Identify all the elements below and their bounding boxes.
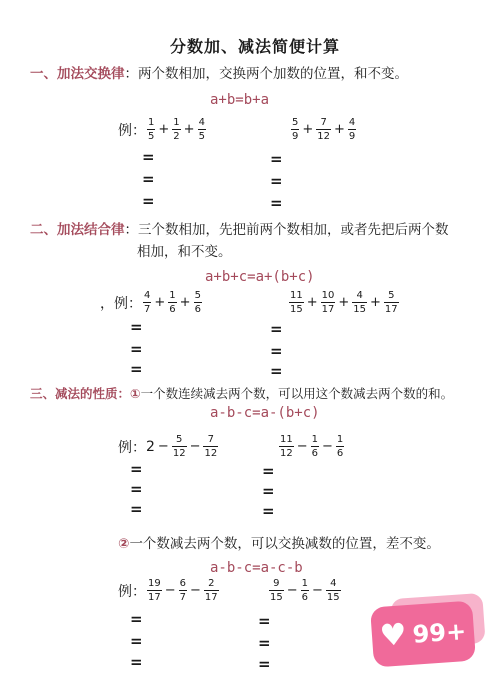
operator: + xyxy=(338,295,350,310)
operator: + xyxy=(302,122,314,137)
denominator: 6 xyxy=(301,592,309,603)
operator: − xyxy=(286,583,298,598)
fraction xyxy=(326,578,341,603)
fraction-bar xyxy=(147,590,162,591)
example-prefix: ，例： xyxy=(100,295,142,312)
denominator: 9 xyxy=(292,131,299,142)
equals-sign: = xyxy=(130,653,143,671)
equals-sign: = xyxy=(142,170,155,188)
denominator: 12 xyxy=(280,448,293,459)
denominator: 15 xyxy=(270,592,283,603)
fraction-bar xyxy=(384,302,399,303)
fraction-bar xyxy=(336,446,344,447)
numerator: 2 xyxy=(208,578,215,589)
circled-number: ：① xyxy=(117,386,141,401)
section-text: 一个数连续减去两个数，可以用这个数减去两个数的和。 xyxy=(140,386,454,401)
integer: 2 xyxy=(146,438,155,455)
operator: − xyxy=(312,583,323,598)
denominator: 5 xyxy=(148,131,155,142)
section-commutative xyxy=(30,64,408,85)
fraction-bar xyxy=(204,590,219,591)
numerator: 1 xyxy=(173,117,180,128)
fraction-bar xyxy=(143,302,151,303)
numerator: 4 xyxy=(198,117,205,128)
equals-sign: = xyxy=(262,462,275,480)
example-expression xyxy=(268,578,342,603)
operator: + xyxy=(183,122,195,137)
denominator: 9 xyxy=(348,131,356,142)
operator: + xyxy=(158,122,170,137)
fraction xyxy=(352,290,367,315)
numerator: 1 xyxy=(301,578,309,589)
example-prefix: 例： xyxy=(118,122,146,139)
circled-number: ② xyxy=(118,536,130,552)
fraction-bar xyxy=(301,590,309,591)
fraction xyxy=(204,578,219,603)
denominator: 15 xyxy=(290,304,303,315)
equals-sign: = xyxy=(130,480,143,498)
denominator: 12 xyxy=(317,131,331,142)
example-expression xyxy=(290,117,357,142)
example-expression xyxy=(278,434,345,459)
equals-sign: = xyxy=(130,360,143,378)
denominator: 17 xyxy=(321,304,335,315)
fraction-bar xyxy=(168,302,176,303)
numerator: 7 xyxy=(320,117,327,128)
equals-sign: = xyxy=(258,612,271,630)
fraction xyxy=(269,578,284,603)
fraction-bar xyxy=(352,302,367,303)
section-text: ：三个数相加，先把前两个数相加，或者先把后两个数 xyxy=(124,222,449,238)
operator: − xyxy=(164,583,176,598)
equals-sign: = xyxy=(142,148,155,166)
example-expression xyxy=(100,290,203,315)
equals-sign: = xyxy=(130,632,143,650)
operator: + xyxy=(306,295,318,310)
operator: + xyxy=(154,295,166,310)
denominator: 6 xyxy=(169,304,176,315)
equals-sign: = xyxy=(270,194,283,212)
numerator: 4 xyxy=(348,117,356,128)
equals-sign: = xyxy=(130,500,143,518)
fraction-bar xyxy=(316,129,331,130)
heart-icon: ♥ xyxy=(378,617,408,654)
fraction xyxy=(289,290,304,315)
numerator: 5 xyxy=(176,434,183,445)
fraction xyxy=(198,117,206,142)
denominator: 17 xyxy=(204,592,218,603)
formula: a+b=b+a xyxy=(210,92,270,108)
equals-sign: = xyxy=(258,634,271,652)
equals-sign: = xyxy=(130,318,143,336)
equals-sign: = xyxy=(130,460,143,478)
example-expression xyxy=(118,434,219,459)
fraction-bar xyxy=(179,590,187,591)
denominator: 7 xyxy=(144,304,151,315)
denominator: 17 xyxy=(148,592,161,603)
numerator: 4 xyxy=(330,578,337,589)
section-text: 一个数减去两个数，可以交换减数的位置，差不变。 xyxy=(129,536,440,552)
numerator: 7 xyxy=(207,434,215,445)
numerator: 4 xyxy=(144,290,151,301)
section-heading: 一、加法交换律 xyxy=(30,66,125,82)
equals-sign: = xyxy=(262,502,275,520)
operator: − xyxy=(296,439,308,454)
section-heading: 三、减法的性质 xyxy=(30,386,118,401)
operator: − xyxy=(322,439,333,454)
like-badge[interactable] xyxy=(370,601,476,668)
operator: + xyxy=(179,295,191,310)
numerator: 19 xyxy=(148,578,161,589)
formula: a-b-c=a-(b+c) xyxy=(210,405,320,421)
example-expression xyxy=(118,117,207,142)
equals-sign: = xyxy=(258,655,271,673)
fraction xyxy=(203,434,218,459)
numerator: 11 xyxy=(290,290,303,301)
fraction-bar xyxy=(203,446,218,447)
fraction xyxy=(168,290,176,315)
numerator: 1 xyxy=(311,434,319,445)
numerator: 9 xyxy=(273,578,280,589)
fraction xyxy=(321,290,336,315)
equals-sign: = xyxy=(130,340,143,358)
equals-sign: = xyxy=(270,362,283,380)
numerator: 10 xyxy=(321,290,335,301)
formula: a+b+c=a+(b+c) xyxy=(205,269,315,285)
section-associative xyxy=(30,220,449,241)
section-text: ：两个数相加，交换两个加数的位置，和不变。 xyxy=(124,66,408,82)
denominator: 2 xyxy=(173,131,180,142)
numerator: 4 xyxy=(356,290,363,301)
section-heading: 二、加法结合律 xyxy=(30,222,125,238)
denominator: 6 xyxy=(194,304,201,315)
numerator: 5 xyxy=(292,117,299,128)
equals-sign: = xyxy=(270,172,283,190)
operator: − xyxy=(157,439,169,454)
equals-sign: = xyxy=(270,320,283,338)
formula: a-b-c=a-c-b xyxy=(210,560,303,576)
fraction xyxy=(279,434,294,459)
section-subtraction-property xyxy=(30,383,453,404)
equals-sign: = xyxy=(270,150,283,168)
denominator: 7 xyxy=(179,592,187,603)
denominator: 15 xyxy=(326,592,340,603)
fraction xyxy=(194,290,202,315)
fraction-bar xyxy=(291,129,299,130)
page-title: 分数加、减法简便计算 xyxy=(170,37,341,56)
fraction-bar xyxy=(289,302,304,303)
fraction xyxy=(336,434,344,459)
fraction xyxy=(143,290,151,315)
fraction xyxy=(384,290,399,315)
denominator: 15 xyxy=(353,304,367,315)
denominator: 6 xyxy=(311,448,319,459)
numerator: 6 xyxy=(179,578,187,589)
fraction-bar xyxy=(326,590,341,591)
equals-sign: = xyxy=(142,192,155,210)
fraction xyxy=(311,434,319,459)
fraction xyxy=(291,117,299,142)
fraction xyxy=(316,117,331,142)
numerator: 1 xyxy=(148,117,155,128)
fraction-bar xyxy=(279,446,294,447)
operator: − xyxy=(190,583,201,598)
numerator: 1 xyxy=(169,290,176,301)
fraction-bar xyxy=(269,590,284,591)
denominator: 12 xyxy=(172,448,186,459)
denominator: 6 xyxy=(336,448,344,459)
equals-sign: = xyxy=(262,482,275,500)
numerator: 1 xyxy=(336,434,344,445)
fraction-bar xyxy=(198,129,206,130)
fraction xyxy=(348,117,356,142)
denominator: 5 xyxy=(198,131,205,142)
numerator: 11 xyxy=(280,434,293,445)
numerator: 5 xyxy=(194,290,201,301)
denominator: 17 xyxy=(384,304,398,315)
fraction xyxy=(147,578,162,603)
fraction-bar xyxy=(321,302,336,303)
fraction xyxy=(147,117,155,142)
section-text-continued: 相加，和不变。 xyxy=(137,244,232,260)
fraction-bar xyxy=(172,129,180,130)
fraction-bar xyxy=(311,446,319,447)
fraction-bar xyxy=(147,129,155,130)
numerator: 5 xyxy=(388,290,395,301)
fraction xyxy=(179,578,187,603)
fraction xyxy=(172,117,180,142)
example-prefix: 例： xyxy=(118,583,146,600)
section-subtraction-property-2 xyxy=(118,534,440,555)
fraction xyxy=(172,434,187,459)
operator: + xyxy=(370,295,381,310)
equals-sign: = xyxy=(270,342,283,360)
like-count: 99+ xyxy=(411,617,468,649)
operator: + xyxy=(334,122,345,137)
example-prefix: 例： xyxy=(118,439,146,456)
fraction-bar xyxy=(194,302,202,303)
example-expression xyxy=(288,290,400,315)
equals-sign: = xyxy=(130,610,143,628)
operator: − xyxy=(189,439,201,454)
fraction xyxy=(301,578,309,603)
fraction-bar xyxy=(348,129,356,130)
fraction-bar xyxy=(172,446,187,447)
denominator: 12 xyxy=(204,448,218,459)
example-expression xyxy=(118,578,220,603)
